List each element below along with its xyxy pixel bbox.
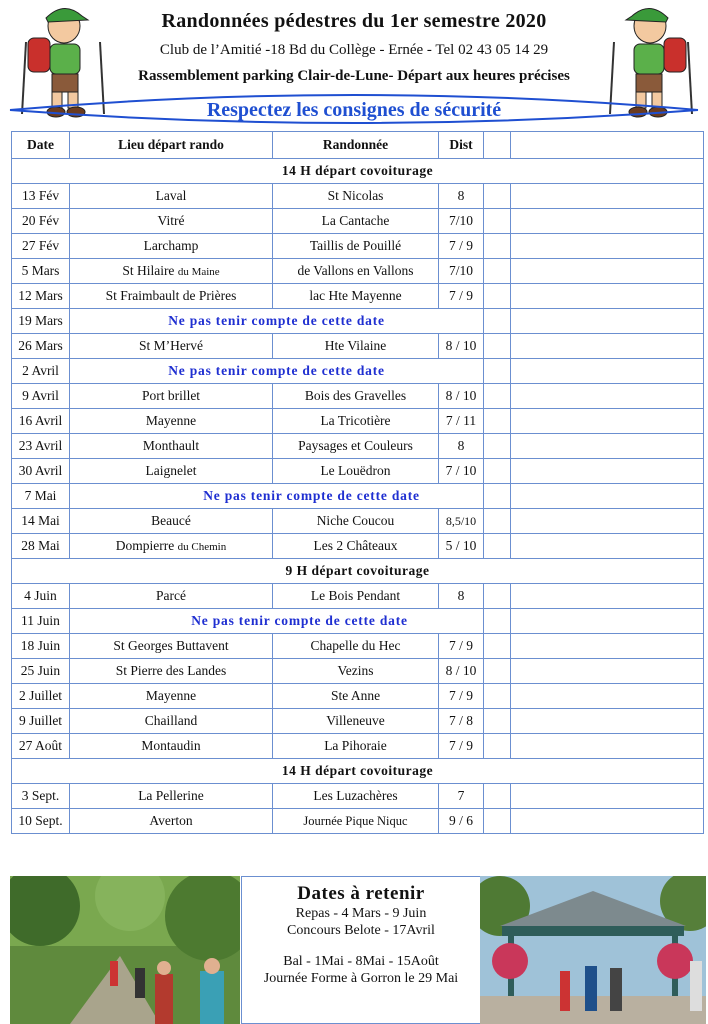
cell-lieu: St Georges Buttavent xyxy=(70,634,273,659)
cell-dist: 7 / 11 xyxy=(439,409,484,434)
cell-dist: 7/10 xyxy=(439,259,484,284)
cell-rando: Bois des Gravelles xyxy=(273,384,439,409)
cell-dist: 7 xyxy=(439,784,484,809)
table-row xyxy=(12,709,704,734)
table-row xyxy=(12,184,704,209)
cell-rando: Chapelle du Hec xyxy=(273,634,439,659)
cell-dist: 7 / 10 xyxy=(439,459,484,484)
gazebo-photo xyxy=(480,876,706,1024)
cell-date: 18 Juin xyxy=(12,634,70,659)
table-row-cancelled xyxy=(12,309,704,334)
cell-dist: 8 xyxy=(439,434,484,459)
header xyxy=(0,0,708,124)
cell-lieu: St Pierre des Landes xyxy=(70,659,273,684)
table-row xyxy=(12,634,704,659)
cell-rando: Les Luzachères xyxy=(273,784,439,809)
cell-date: 27 Août xyxy=(12,734,70,759)
cell-dist: 7 / 8 xyxy=(439,709,484,734)
table-row xyxy=(12,509,704,534)
cell-date: 12 Mars xyxy=(12,284,70,309)
cell-rando: de Vallons en Vallons xyxy=(273,259,439,284)
meeting-point: Rassemblement parking Clair-de-Lune- Départ aux heures précises xyxy=(138,68,570,84)
col-header-date: Date xyxy=(12,132,70,159)
cell-date: 4 Juin xyxy=(12,584,70,609)
club-address: Club de l’Amitié -18 Bd du Collège - Ernée - Tel 02 43 05 14 29 xyxy=(159,42,549,58)
cell-lieu: St M’Hervé xyxy=(70,334,273,359)
cell-date: 3 Sept. xyxy=(12,784,70,809)
cell-date: 23 Avril xyxy=(12,434,70,459)
section-row xyxy=(12,759,704,784)
cell-rando: lac Hte Mayenne xyxy=(273,284,439,309)
cell-lieu: Larchamp xyxy=(70,234,273,259)
cell-dist: 8,5/10 xyxy=(439,509,484,534)
cancelled-note: Ne pas tenir compte de cette date xyxy=(70,609,484,634)
cell-lieu: Vitré xyxy=(70,209,273,234)
cell-lieu: Port brillet xyxy=(70,384,273,409)
cell-dist: 7 / 9 xyxy=(439,284,484,309)
section-row xyxy=(12,159,704,184)
col-header-rando: Randonnée xyxy=(273,132,439,159)
cell-date: 10 Sept. xyxy=(12,809,70,834)
cell-date: 7 Mai xyxy=(12,484,70,509)
bottom-section xyxy=(10,876,706,1024)
table-row xyxy=(12,409,704,434)
cell-dist: 9 / 6 xyxy=(439,809,484,834)
table-row xyxy=(12,659,704,684)
cell-date: 27 Fév xyxy=(12,234,70,259)
cell-rando: La Tricotière xyxy=(273,409,439,434)
cell-lieu: Averton xyxy=(70,809,273,834)
cell-date: 25 Juin xyxy=(12,659,70,684)
dates-to-remember-box xyxy=(241,876,481,1024)
cell-dist: 8 / 10 xyxy=(439,659,484,684)
cell-date: 13 Fév xyxy=(12,184,70,209)
safety-banner: Respectez les consignes de sécurité xyxy=(206,99,502,121)
cell-dist: 7 / 9 xyxy=(439,684,484,709)
cell-rando: Journée Pique Niquc xyxy=(273,809,439,834)
cell-dist: 7 / 9 xyxy=(439,234,484,259)
cell-date: 28 Mai xyxy=(12,534,70,559)
hikers-photo xyxy=(10,876,240,1024)
cell-lieu: Beaucé xyxy=(70,509,273,534)
cell-rando: Ste Anne xyxy=(273,684,439,709)
table-row xyxy=(12,584,704,609)
table-row xyxy=(12,784,704,809)
cell-rando: Le Bois Pendant xyxy=(273,584,439,609)
table-row-cancelled xyxy=(12,609,704,634)
table-header-row xyxy=(12,132,704,159)
cell-dist: 8 xyxy=(439,584,484,609)
section-title-3: 14 H départ covoiturage xyxy=(12,759,704,784)
cell-rando: Villeneuve xyxy=(273,709,439,734)
cell-date: 20 Fév xyxy=(12,209,70,234)
cell-date: 2 Juillet xyxy=(12,684,70,709)
dates-title: Dates à retenir xyxy=(297,883,425,904)
cell-rando: Hte Vilaine xyxy=(273,334,439,359)
cell-rando: St Nicolas xyxy=(273,184,439,209)
cell-dist: 7/10 xyxy=(439,209,484,234)
table-row xyxy=(12,534,704,559)
cell-lieu: Chailland xyxy=(70,709,273,734)
dates-line-belote: Concours Belote - 17Avril xyxy=(287,923,435,938)
cell-lieu: Monthault xyxy=(70,434,273,459)
table-row xyxy=(12,259,704,284)
cell-date: 19 Mars xyxy=(12,309,70,334)
schedule-table xyxy=(11,131,704,834)
cell-rando: Paysages et Couleurs xyxy=(273,434,439,459)
page-title: Randonnées pédestres du 1er semestre 2020 xyxy=(161,10,547,32)
table-row xyxy=(12,734,704,759)
cell-rando: Le Louëdron xyxy=(273,459,439,484)
cell-rando: Niche Coucou xyxy=(273,509,439,534)
table-row xyxy=(12,209,704,234)
cell-date: 14 Mai xyxy=(12,509,70,534)
section-row xyxy=(12,559,704,584)
cell-rando: La Pihoraie xyxy=(273,734,439,759)
cancelled-note: Ne pas tenir compte de cette date xyxy=(70,484,484,509)
col-header-lieu: Lieu départ rando xyxy=(70,132,273,159)
col-header-dist: Dist xyxy=(439,132,484,159)
cell-lieu: St Hilaire du Maine xyxy=(70,259,273,284)
cell-dist: 8 / 10 xyxy=(439,334,484,359)
cell-date: 9 Avril xyxy=(12,384,70,409)
cell-rando: Vezins xyxy=(273,659,439,684)
cell-lieu: St Fraimbault de Prières xyxy=(70,284,273,309)
table-row xyxy=(12,284,704,309)
cell-lieu: Montaudin xyxy=(70,734,273,759)
cell-date: 5 Mars xyxy=(12,259,70,284)
section-title-1: 14 H départ covoiturage xyxy=(12,159,704,184)
cell-date: 26 Mars xyxy=(12,334,70,359)
cell-rando: Taillis de Pouillé xyxy=(273,234,439,259)
cell-lieu: Parcé xyxy=(70,584,273,609)
table-row xyxy=(12,459,704,484)
table-row xyxy=(12,334,704,359)
cell-dist: 5 / 10 xyxy=(439,534,484,559)
cell-dist: 8 / 10 xyxy=(439,384,484,409)
table-row-cancelled xyxy=(12,484,704,509)
cell-dist: 7 / 9 xyxy=(439,634,484,659)
cell-lieu: Dompierre du Chemin xyxy=(70,534,273,559)
dates-line-repas: Repas - 4 Mars - 9 Juin xyxy=(295,906,427,921)
table-row xyxy=(12,434,704,459)
table-row xyxy=(12,234,704,259)
dates-line-forme: Journée Forme à Gorron le 29 Mai xyxy=(263,971,459,986)
cell-date: 16 Avril xyxy=(12,409,70,434)
cell-rando: La Cantache xyxy=(273,209,439,234)
cell-date: 2 Avril xyxy=(12,359,70,384)
cell-lieu: Laval xyxy=(70,184,273,209)
cell-dist: 7 / 9 xyxy=(439,734,484,759)
cell-lieu: La Pellerine xyxy=(70,784,273,809)
cancelled-note: Ne pas tenir compte de cette date xyxy=(70,359,484,384)
dates-line-bal: Bal - 1Mai - 8Mai - 15Août xyxy=(283,954,439,969)
table-row xyxy=(12,809,704,834)
cell-lieu: Laignelet xyxy=(70,459,273,484)
cancelled-note: Ne pas tenir compte de cette date xyxy=(70,309,484,334)
cell-lieu: Mayenne xyxy=(70,684,273,709)
section-title-2: 9 H départ covoiturage xyxy=(12,559,704,584)
cell-date: 30 Avril xyxy=(12,459,70,484)
table-row xyxy=(12,684,704,709)
cell-rando: Les 2 Châteaux xyxy=(273,534,439,559)
table-row-cancelled xyxy=(12,359,704,384)
table-row xyxy=(12,384,704,409)
cell-date: 9 Juillet xyxy=(12,709,70,734)
cell-lieu: Mayenne xyxy=(70,409,273,434)
cell-date: 11 Juin xyxy=(12,609,70,634)
cell-dist: 8 xyxy=(439,184,484,209)
